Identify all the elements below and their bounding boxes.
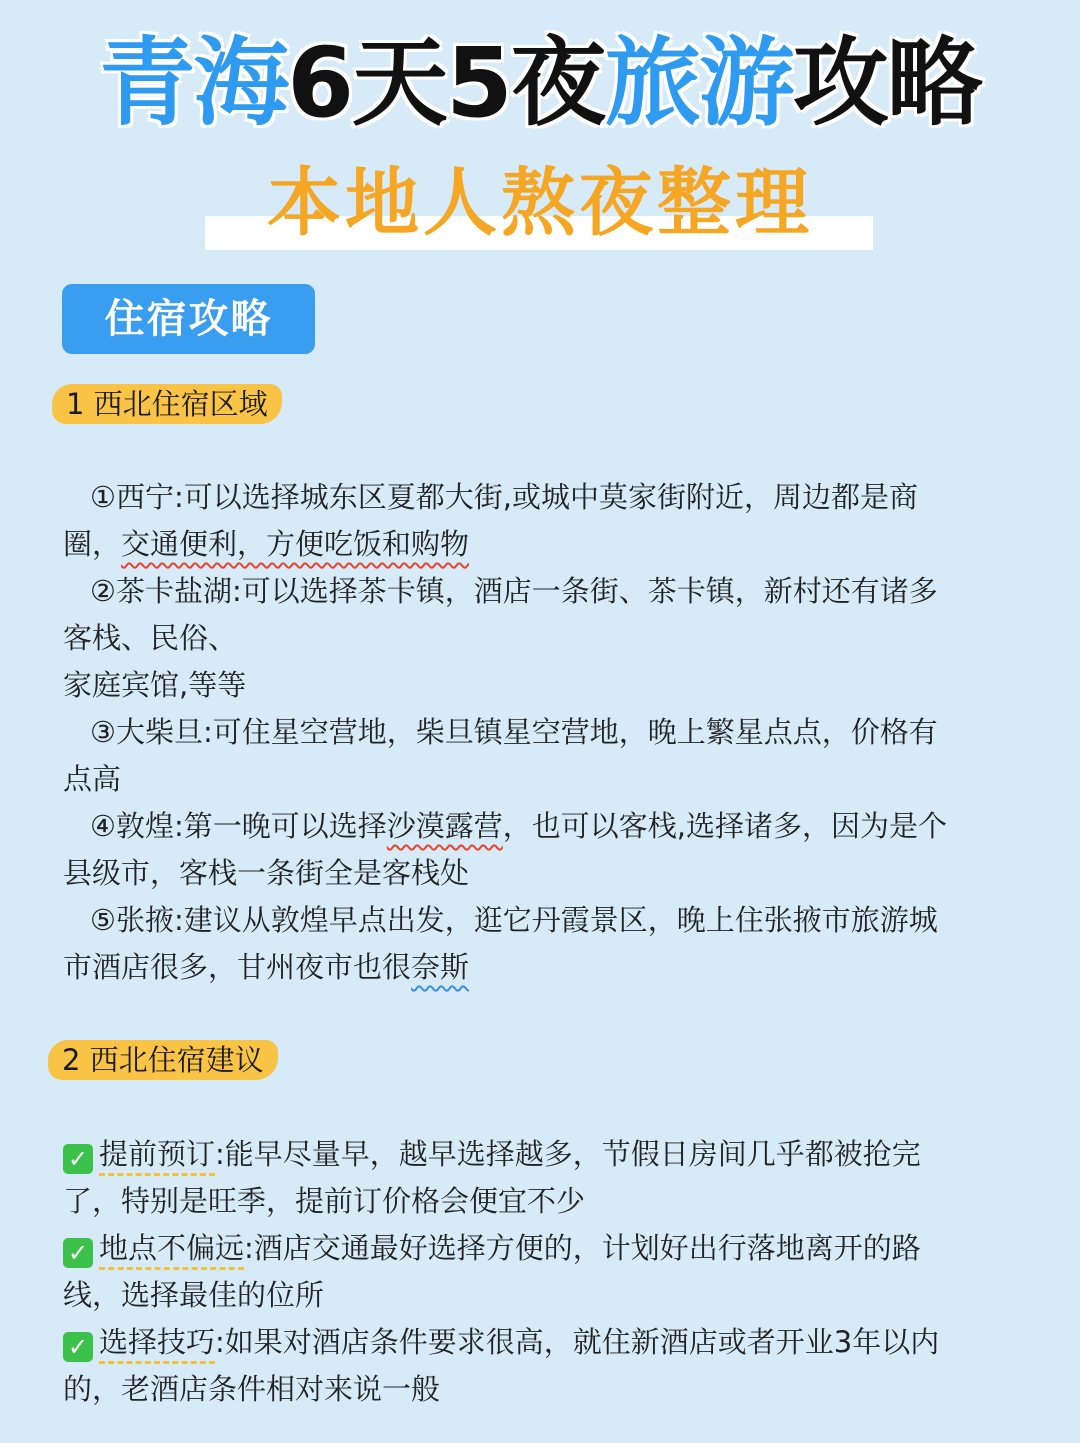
text-segment: 市酒店很多，甘州夜市也很 [63,950,412,984]
text-segment: ，也可以客栈,选择诸多，因为是个 [502,809,948,843]
highlighted-text: 交通便利，方便吃饭和购物 [121,527,470,561]
text-segment: ①西宁:可以选择城东区夏都大街,或城中莫家街附近，周边都是商 [90,480,918,514]
list-item-continued [63,1181,585,1221]
list-item-continued [63,1369,440,1409]
item-key: 提前预订 [99,1137,216,1171]
text-line [90,900,938,940]
text-segment: 客栈、民俗、 [63,621,238,655]
list-item [63,1322,939,1362]
item-text: 了，特别是旺季，提前订价格会便宜不少 [63,1184,586,1218]
list-item [63,1228,921,1268]
text-line [63,665,246,705]
item-text: :能早尽量早，越早选择越多，节假日房间几乎都被抢完 [215,1137,921,1171]
text-line [63,759,121,799]
highlighted-text: 奈斯 [411,950,470,984]
item-text: 线，选择最佳的位所 [63,1278,325,1312]
item-text: :如果对酒店条件要求很高，就住新酒店或者开业3年以内 [215,1325,940,1359]
title-part-days: 6天5夜 [287,27,605,139]
list-item-continued [63,1275,324,1315]
text-line [90,477,918,517]
item-key: 选择技巧 [99,1325,216,1359]
check-box-icon: ✓ [63,1238,93,1268]
page-title [0,18,1080,148]
section1-heading: 1 西北住宿区域 [52,384,282,424]
text-segment: 点高 [63,762,122,796]
section2-heading: 2 西北住宿建议 [48,1040,278,1080]
title-part-travel: 旅游 [604,27,793,139]
text-line [63,853,469,893]
page-subtitle: 本地人熬夜整理 [267,160,813,246]
item-text: 的，老酒店条件相对来说一般 [63,1372,441,1406]
text-segment: ②茶卡盐湖:可以选择茶卡镇，酒店一条街、茶卡镇，新村还有诸多 [90,574,938,608]
text-line [63,524,469,564]
list-item [63,1134,921,1174]
text-segment: ④敦煌:第一晚可以选择 [90,809,387,843]
text-line [63,947,469,987]
check-box-icon: ✓ [63,1144,93,1174]
text-line [63,618,237,658]
check-box-icon: ✓ [63,1332,93,1362]
highlighted-text: 沙漠露营 [386,809,503,843]
text-segment: 家庭宾馆,等等 [63,668,247,702]
item-text: :酒店交通最好选择方便的，计划好出行落地离开的路 [244,1231,921,1265]
item-key: 地点不偏远 [99,1231,245,1265]
text-segment: ⑤张掖:建议从敦煌早点出发，逛它丹霞景区，晚上住张掖市旅游城 [90,903,938,937]
text-segment: 圈， [63,527,122,561]
text-line [90,712,938,752]
title-part-guide: 攻略 [792,27,981,139]
text-line [90,571,938,611]
section-badge: 住宿攻略 [62,284,315,354]
text-line [90,806,947,846]
text-segment: 县级市，客栈一条街全是客栈处 [63,856,470,890]
title-part-qinghai: 青海 [99,27,288,139]
text-segment: ③大柴旦:可住星空营地，柴旦镇星空营地，晚上繁星点点，价格有 [90,715,938,749]
